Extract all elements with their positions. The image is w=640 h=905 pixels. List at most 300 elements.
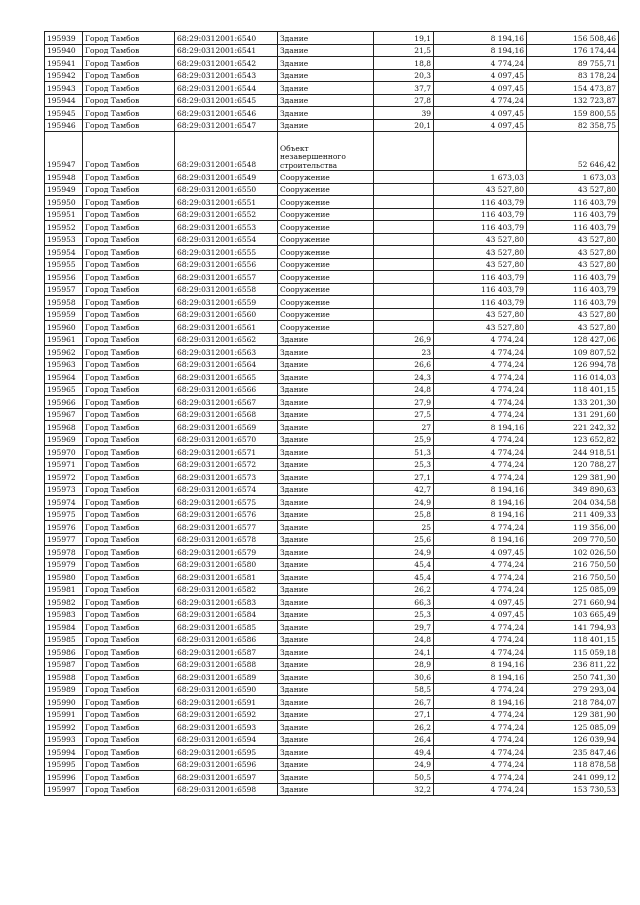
cadastral-value-cell: 43 527,80 bbox=[527, 233, 619, 246]
city-cell: Город Тамбов bbox=[83, 721, 175, 734]
cadastral-value-cell: 83 178,24 bbox=[527, 69, 619, 82]
cadastral-number-cell: 68:29:0312001:6598 bbox=[175, 783, 278, 796]
cadastral-value-cell: 218 784,07 bbox=[527, 696, 619, 709]
specific-value-cell: 4 774,24 bbox=[434, 433, 527, 446]
object-type-cell: Объект незавершенного строительства bbox=[278, 132, 374, 171]
cadastral-number-cell: 68:29:0312001:6581 bbox=[175, 571, 278, 584]
cadastral-number-cell: 68:29:0312001:6542 bbox=[175, 57, 278, 70]
cadastral-number-cell: 68:29:0312001:6576 bbox=[175, 508, 278, 521]
specific-value-cell: 4 097,45 bbox=[434, 608, 527, 621]
specific-value-cell: 4 774,24 bbox=[434, 521, 527, 534]
specific-value-cell: 4 774,24 bbox=[434, 396, 527, 409]
specific-value-cell: 116 403,79 bbox=[434, 271, 527, 284]
row-number-cell: 195975 bbox=[45, 508, 83, 521]
row-number-cell: 195942 bbox=[45, 69, 83, 82]
table-row bbox=[45, 458, 619, 471]
row-number-cell: 195968 bbox=[45, 421, 83, 434]
row-number-cell: 195941 bbox=[45, 57, 83, 70]
area-cell: 19,1 bbox=[374, 32, 434, 45]
cadastral-number-cell: 68:29:0312001:6589 bbox=[175, 671, 278, 684]
city-cell: Город Тамбов bbox=[83, 471, 175, 484]
cadastral-value-cell: 132 723,87 bbox=[527, 94, 619, 107]
specific-value-cell: 4 097,45 bbox=[434, 546, 527, 559]
table-row bbox=[45, 283, 619, 296]
row-number-cell: 195967 bbox=[45, 408, 83, 421]
row-number-cell: 195985 bbox=[45, 633, 83, 646]
area-cell: 26,2 bbox=[374, 583, 434, 596]
cadastral-value-cell: 216 750,50 bbox=[527, 571, 619, 584]
cadastral-number-cell: 68:29:0312001:6541 bbox=[175, 44, 278, 57]
object-type-cell: Здание bbox=[278, 358, 374, 371]
table-row bbox=[45, 446, 619, 459]
cadastral-number-cell: 68:29:0312001:6586 bbox=[175, 633, 278, 646]
area-cell: 32,2 bbox=[374, 783, 434, 796]
specific-value-cell: 4 097,45 bbox=[434, 596, 527, 609]
table-row bbox=[45, 533, 619, 546]
table-row bbox=[45, 558, 619, 571]
area-cell bbox=[374, 171, 434, 184]
area-cell bbox=[374, 296, 434, 309]
area-cell bbox=[374, 308, 434, 321]
row-number-cell: 195990 bbox=[45, 696, 83, 709]
cadastral-value-cell: 43 527,80 bbox=[527, 246, 619, 259]
cadastral-number-cell: 68:29:0312001:6553 bbox=[175, 221, 278, 234]
table-row bbox=[45, 246, 619, 259]
cadastral-number-cell: 68:29:0312001:6558 bbox=[175, 283, 278, 296]
row-number-cell: 195992 bbox=[45, 721, 83, 734]
city-cell: Город Тамбов bbox=[83, 69, 175, 82]
object-type-cell: Здание bbox=[278, 596, 374, 609]
cadastral-value-cell: 131 291,60 bbox=[527, 408, 619, 421]
row-number-cell: 195981 bbox=[45, 583, 83, 596]
table-row bbox=[45, 671, 619, 684]
object-type-cell: Сооружение bbox=[278, 171, 374, 184]
row-number-cell: 195963 bbox=[45, 358, 83, 371]
specific-value-cell: 4 774,24 bbox=[434, 683, 527, 696]
object-type-cell: Сооружение bbox=[278, 321, 374, 334]
row-number-cell: 195944 bbox=[45, 94, 83, 107]
specific-value-cell: 4 774,24 bbox=[434, 471, 527, 484]
cadastral-number-cell: 68:29:0312001:6587 bbox=[175, 646, 278, 659]
specific-value-cell: 116 403,79 bbox=[434, 283, 527, 296]
row-number-cell: 195949 bbox=[45, 183, 83, 196]
city-cell: Город Тамбов bbox=[83, 94, 175, 107]
area-cell bbox=[374, 221, 434, 234]
cadastral-value-cell: 141 794,93 bbox=[527, 621, 619, 634]
object-type-cell: Здание bbox=[278, 44, 374, 57]
area-cell: 24,8 bbox=[374, 383, 434, 396]
cadastral-value-cell: 125 085,09 bbox=[527, 583, 619, 596]
cadastral-value-cell: 279 293,04 bbox=[527, 683, 619, 696]
cadastral-value-cell: 129 381,90 bbox=[527, 471, 619, 484]
cadastral-value-cell: 211 409,33 bbox=[527, 508, 619, 521]
table-row bbox=[45, 258, 619, 271]
table-row bbox=[45, 383, 619, 396]
table-row bbox=[45, 583, 619, 596]
specific-value-cell bbox=[434, 132, 527, 171]
specific-value-cell: 8 194,16 bbox=[434, 483, 527, 496]
area-cell: 26,2 bbox=[374, 721, 434, 734]
specific-value-cell: 43 527,80 bbox=[434, 246, 527, 259]
cadastral-value-cell: 216 750,50 bbox=[527, 558, 619, 571]
object-type-cell: Здание bbox=[278, 508, 374, 521]
specific-value-cell: 116 403,79 bbox=[434, 196, 527, 209]
cadastral-number-cell: 68:29:0312001:6573 bbox=[175, 471, 278, 484]
specific-value-cell: 4 774,24 bbox=[434, 57, 527, 70]
row-number-cell: 195971 bbox=[45, 458, 83, 471]
city-cell: Город Тамбов bbox=[83, 221, 175, 234]
row-number-cell: 195957 bbox=[45, 283, 83, 296]
specific-value-cell: 8 194,16 bbox=[434, 508, 527, 521]
table-row bbox=[45, 621, 619, 634]
area-cell bbox=[374, 283, 434, 296]
row-number-cell: 195976 bbox=[45, 521, 83, 534]
table-row bbox=[45, 196, 619, 209]
table-row bbox=[45, 132, 619, 171]
cadastral-value-cell: 52 646,42 bbox=[527, 132, 619, 171]
city-cell: Город Тамбов bbox=[83, 671, 175, 684]
area-cell: 51,3 bbox=[374, 446, 434, 459]
cadastral-value-cell: 153 730,53 bbox=[527, 783, 619, 796]
specific-value-cell: 4 774,24 bbox=[434, 94, 527, 107]
object-type-cell: Здание bbox=[278, 471, 374, 484]
city-cell: Город Тамбов bbox=[83, 571, 175, 584]
area-cell: 24,1 bbox=[374, 646, 434, 659]
table-row bbox=[45, 321, 619, 334]
object-type-cell: Здание bbox=[278, 746, 374, 759]
area-cell: 25,9 bbox=[374, 433, 434, 446]
area-cell: 20,3 bbox=[374, 69, 434, 82]
cadastral-number-cell: 68:29:0312001:6592 bbox=[175, 708, 278, 721]
object-type-cell: Здание bbox=[278, 119, 374, 132]
specific-value-cell: 4 774,24 bbox=[434, 621, 527, 634]
specific-value-cell: 8 194,16 bbox=[434, 696, 527, 709]
object-type-cell: Здание bbox=[278, 94, 374, 107]
area-cell: 24,3 bbox=[374, 371, 434, 384]
specific-value-cell: 4 774,24 bbox=[434, 358, 527, 371]
cadastral-number-cell: 68:29:0312001:6554 bbox=[175, 233, 278, 246]
cadastral-number-cell: 68:29:0312001:6540 bbox=[175, 32, 278, 45]
city-cell: Город Тамбов bbox=[83, 296, 175, 309]
table-row bbox=[45, 683, 619, 696]
area-cell: 25 bbox=[374, 521, 434, 534]
object-type-cell: Сооружение bbox=[278, 221, 374, 234]
cadastral-value-cell: 115 059,18 bbox=[527, 646, 619, 659]
area-cell bbox=[374, 132, 434, 171]
row-number-cell: 195951 bbox=[45, 208, 83, 221]
city-cell: Город Тамбов bbox=[83, 283, 175, 296]
cadastral-value-cell: 43 527,80 bbox=[527, 308, 619, 321]
city-cell: Город Тамбов bbox=[83, 358, 175, 371]
specific-value-cell: 4 774,24 bbox=[434, 346, 527, 359]
cadastral-number-cell: 68:29:0312001:6551 bbox=[175, 196, 278, 209]
object-type-cell: Здание bbox=[278, 633, 374, 646]
object-type-cell: Сооружение bbox=[278, 258, 374, 271]
cadastral-number-cell: 68:29:0312001:6575 bbox=[175, 496, 278, 509]
object-type-cell: Здание bbox=[278, 558, 374, 571]
cadastral-number-cell: 68:29:0312001:6557 bbox=[175, 271, 278, 284]
object-type-cell: Здание bbox=[278, 483, 374, 496]
cadastral-number-cell: 68:29:0312001:6588 bbox=[175, 658, 278, 671]
object-type-cell: Здание bbox=[278, 458, 374, 471]
area-cell: 30,6 bbox=[374, 671, 434, 684]
object-type-cell: Здание bbox=[278, 346, 374, 359]
specific-value-cell: 4 774,24 bbox=[434, 708, 527, 721]
cadastral-value-cell: 125 085,09 bbox=[527, 721, 619, 734]
area-cell bbox=[374, 233, 434, 246]
cadastral-value-cell: 116 403,79 bbox=[527, 283, 619, 296]
area-cell bbox=[374, 208, 434, 221]
row-number-cell: 195948 bbox=[45, 171, 83, 184]
table-body bbox=[45, 32, 619, 796]
table-row bbox=[45, 721, 619, 734]
area-cell: 25,3 bbox=[374, 608, 434, 621]
specific-value-cell: 4 097,45 bbox=[434, 119, 527, 132]
cadastral-number-cell: 68:29:0312001:6559 bbox=[175, 296, 278, 309]
specific-value-cell: 8 194,16 bbox=[434, 658, 527, 671]
city-cell: Город Тамбов bbox=[83, 596, 175, 609]
cadastral-value-cell: 126 994,78 bbox=[527, 358, 619, 371]
row-number-cell: 195983 bbox=[45, 608, 83, 621]
specific-value-cell: 4 774,24 bbox=[434, 571, 527, 584]
specific-value-cell: 4 774,24 bbox=[434, 721, 527, 734]
cadastral-value-cell: 349 890,63 bbox=[527, 483, 619, 496]
cadastral-number-cell: 68:29:0312001:6570 bbox=[175, 433, 278, 446]
table-row bbox=[45, 708, 619, 721]
table-row bbox=[45, 521, 619, 534]
table-row bbox=[45, 183, 619, 196]
row-number-cell: 195984 bbox=[45, 621, 83, 634]
cadastral-number-cell: 68:29:0312001:6564 bbox=[175, 358, 278, 371]
city-cell: Город Тамбов bbox=[83, 119, 175, 132]
area-cell: 45,4 bbox=[374, 571, 434, 584]
object-type-cell: Здание bbox=[278, 708, 374, 721]
specific-value-cell: 116 403,79 bbox=[434, 296, 527, 309]
object-type-cell: Здание bbox=[278, 408, 374, 421]
cadastral-value-cell: 236 811,22 bbox=[527, 658, 619, 671]
specific-value-cell: 8 194,16 bbox=[434, 533, 527, 546]
table-row bbox=[45, 208, 619, 221]
table-row bbox=[45, 69, 619, 82]
city-cell: Город Тамбов bbox=[83, 546, 175, 559]
table-row bbox=[45, 371, 619, 384]
specific-value-cell: 4 774,24 bbox=[434, 746, 527, 759]
cadastral-number-cell: 68:29:0312001:6547 bbox=[175, 119, 278, 132]
area-cell: 50,5 bbox=[374, 771, 434, 784]
area-cell: 28,9 bbox=[374, 658, 434, 671]
table-row bbox=[45, 658, 619, 671]
specific-value-cell: 43 527,80 bbox=[434, 258, 527, 271]
row-number-cell: 195997 bbox=[45, 783, 83, 796]
city-cell: Город Тамбов bbox=[83, 621, 175, 634]
object-type-cell: Здание bbox=[278, 658, 374, 671]
specific-value-cell: 43 527,80 bbox=[434, 321, 527, 334]
table-row bbox=[45, 633, 619, 646]
city-cell: Город Тамбов bbox=[83, 408, 175, 421]
specific-value-cell: 4 774,24 bbox=[434, 371, 527, 384]
object-type-cell: Сооружение bbox=[278, 183, 374, 196]
area-cell: 49,4 bbox=[374, 746, 434, 759]
cadastral-value-cell: 103 665,49 bbox=[527, 608, 619, 621]
area-cell: 18,8 bbox=[374, 57, 434, 70]
object-type-cell: Здание bbox=[278, 69, 374, 82]
area-cell bbox=[374, 183, 434, 196]
table-row bbox=[45, 696, 619, 709]
city-cell: Город Тамбов bbox=[83, 446, 175, 459]
area-cell bbox=[374, 246, 434, 259]
cadastral-number-cell: 68:29:0312001:6579 bbox=[175, 546, 278, 559]
cadastral-value-cell: 116 403,79 bbox=[527, 208, 619, 221]
object-type-cell: Здание bbox=[278, 521, 374, 534]
row-number-cell: 195966 bbox=[45, 396, 83, 409]
cadastral-number-cell: 68:29:0312001:6572 bbox=[175, 458, 278, 471]
area-cell: 21,5 bbox=[374, 44, 434, 57]
area-cell: 37,7 bbox=[374, 82, 434, 95]
object-type-cell: Здание bbox=[278, 783, 374, 796]
city-cell: Город Тамбов bbox=[83, 508, 175, 521]
city-cell: Город Тамбов bbox=[83, 171, 175, 184]
cadastral-value-cell: 1 673,03 bbox=[527, 171, 619, 184]
row-number-cell: 195940 bbox=[45, 44, 83, 57]
city-cell: Город Тамбов bbox=[83, 383, 175, 396]
area-cell: 27,1 bbox=[374, 708, 434, 721]
object-type-cell: Здание bbox=[278, 446, 374, 459]
row-number-cell: 195961 bbox=[45, 333, 83, 346]
specific-value-cell: 43 527,80 bbox=[434, 308, 527, 321]
row-number-cell: 195986 bbox=[45, 646, 83, 659]
row-number-cell: 195995 bbox=[45, 758, 83, 771]
cadastral-value-cell: 204 034,58 bbox=[527, 496, 619, 509]
object-type-cell: Здание bbox=[278, 771, 374, 784]
table-row bbox=[45, 408, 619, 421]
row-number-cell: 195996 bbox=[45, 771, 83, 784]
area-cell: 45,4 bbox=[374, 558, 434, 571]
cadastral-value-cell: 102 026,50 bbox=[527, 546, 619, 559]
area-cell: 25,8 bbox=[374, 508, 434, 521]
cadastral-number-cell: 68:29:0312001:6591 bbox=[175, 696, 278, 709]
object-type-cell: Здание bbox=[278, 721, 374, 734]
city-cell: Город Тамбов bbox=[83, 683, 175, 696]
cadastral-value-cell: 109 807,52 bbox=[527, 346, 619, 359]
specific-value-cell: 4 774,24 bbox=[434, 733, 527, 746]
city-cell: Город Тамбов bbox=[83, 433, 175, 446]
cadastral-value-cell: 89 755,71 bbox=[527, 57, 619, 70]
city-cell: Город Тамбов bbox=[83, 371, 175, 384]
cadastral-number-cell: 68:29:0312001:6560 bbox=[175, 308, 278, 321]
city-cell: Город Тамбов bbox=[83, 271, 175, 284]
specific-value-cell: 43 527,80 bbox=[434, 183, 527, 196]
city-cell: Город Тамбов bbox=[83, 758, 175, 771]
object-type-cell: Сооружение bbox=[278, 271, 374, 284]
row-number-cell: 195960 bbox=[45, 321, 83, 334]
cadastral-value-cell: 244 918,51 bbox=[527, 446, 619, 459]
city-cell: Город Тамбов bbox=[83, 82, 175, 95]
area-cell: 29,7 bbox=[374, 621, 434, 634]
city-cell: Город Тамбов bbox=[83, 458, 175, 471]
cadastral-number-cell: 68:29:0312001:6584 bbox=[175, 608, 278, 621]
cadastral-value-cell: 116 403,79 bbox=[527, 196, 619, 209]
area-cell: 26,6 bbox=[374, 358, 434, 371]
specific-value-cell: 43 527,80 bbox=[434, 233, 527, 246]
specific-value-cell: 4 097,45 bbox=[434, 69, 527, 82]
object-type-cell: Сооружение bbox=[278, 308, 374, 321]
table-row bbox=[45, 119, 619, 132]
table-row bbox=[45, 171, 619, 184]
area-cell: 42,7 bbox=[374, 483, 434, 496]
city-cell: Город Тамбов bbox=[83, 333, 175, 346]
area-cell bbox=[374, 196, 434, 209]
cadastral-number-cell: 68:29:0312001:6580 bbox=[175, 558, 278, 571]
row-number-cell: 195979 bbox=[45, 558, 83, 571]
cadastral-value-cell: 241 099,12 bbox=[527, 771, 619, 784]
object-type-cell: Здание bbox=[278, 383, 374, 396]
row-number-cell: 195988 bbox=[45, 671, 83, 684]
city-cell: Город Тамбов bbox=[83, 107, 175, 120]
specific-value-cell: 116 403,79 bbox=[434, 208, 527, 221]
cadastral-value-cell: 209 770,50 bbox=[527, 533, 619, 546]
cadastral-value-cell: 221 242,32 bbox=[527, 421, 619, 434]
table-row bbox=[45, 396, 619, 409]
cadastral-value-cell: 116 403,79 bbox=[527, 296, 619, 309]
table-row bbox=[45, 296, 619, 309]
cadastral-number-cell: 68:29:0312001:6590 bbox=[175, 683, 278, 696]
row-number-cell: 195947 bbox=[45, 132, 83, 171]
table-row bbox=[45, 221, 619, 234]
cadastral-number-cell: 68:29:0312001:6585 bbox=[175, 621, 278, 634]
row-number-cell: 195959 bbox=[45, 308, 83, 321]
table-row bbox=[45, 546, 619, 559]
table-row bbox=[45, 271, 619, 284]
object-type-cell: Здание bbox=[278, 621, 374, 634]
row-number-cell: 195989 bbox=[45, 683, 83, 696]
city-cell: Город Тамбов bbox=[83, 346, 175, 359]
specific-value-cell: 4 774,24 bbox=[434, 633, 527, 646]
specific-value-cell: 4 774,24 bbox=[434, 583, 527, 596]
cadastral-value-cell: 116 403,79 bbox=[527, 271, 619, 284]
cadastral-number-cell: 68:29:0312001:6548 bbox=[175, 132, 278, 171]
specific-value-cell: 8 194,16 bbox=[434, 671, 527, 684]
row-number-cell: 195993 bbox=[45, 733, 83, 746]
cadastral-value-cell: 235 847,46 bbox=[527, 746, 619, 759]
cadastral-value-cell: 118 878,58 bbox=[527, 758, 619, 771]
cadastral-value-table bbox=[44, 31, 619, 796]
city-cell: Город Тамбов bbox=[83, 696, 175, 709]
table-row bbox=[45, 496, 619, 509]
table-row bbox=[45, 57, 619, 70]
table-row bbox=[45, 333, 619, 346]
area-cell: 25,6 bbox=[374, 533, 434, 546]
cadastral-number-cell: 68:29:0312001:6571 bbox=[175, 446, 278, 459]
row-number-cell: 195962 bbox=[45, 346, 83, 359]
cadastral-number-cell: 68:29:0312001:6569 bbox=[175, 421, 278, 434]
specific-value-cell: 4 774,24 bbox=[434, 646, 527, 659]
object-type-cell: Здание bbox=[278, 733, 374, 746]
object-type-cell: Здание bbox=[278, 396, 374, 409]
area-cell: 26,7 bbox=[374, 696, 434, 709]
cadastral-number-cell: 68:29:0312001:6565 bbox=[175, 371, 278, 384]
cadastral-value-cell: 250 741,30 bbox=[527, 671, 619, 684]
object-type-cell: Здание bbox=[278, 421, 374, 434]
cadastral-number-cell: 68:29:0312001:6544 bbox=[175, 82, 278, 95]
object-type-cell: Сооружение bbox=[278, 208, 374, 221]
cadastral-value-cell: 128 427,06 bbox=[527, 333, 619, 346]
city-cell: Город Тамбов bbox=[83, 496, 175, 509]
area-cell: 39 bbox=[374, 107, 434, 120]
city-cell: Город Тамбов bbox=[83, 421, 175, 434]
cadastral-value-cell: 159 800,55 bbox=[527, 107, 619, 120]
table-row bbox=[45, 32, 619, 45]
table-row bbox=[45, 471, 619, 484]
